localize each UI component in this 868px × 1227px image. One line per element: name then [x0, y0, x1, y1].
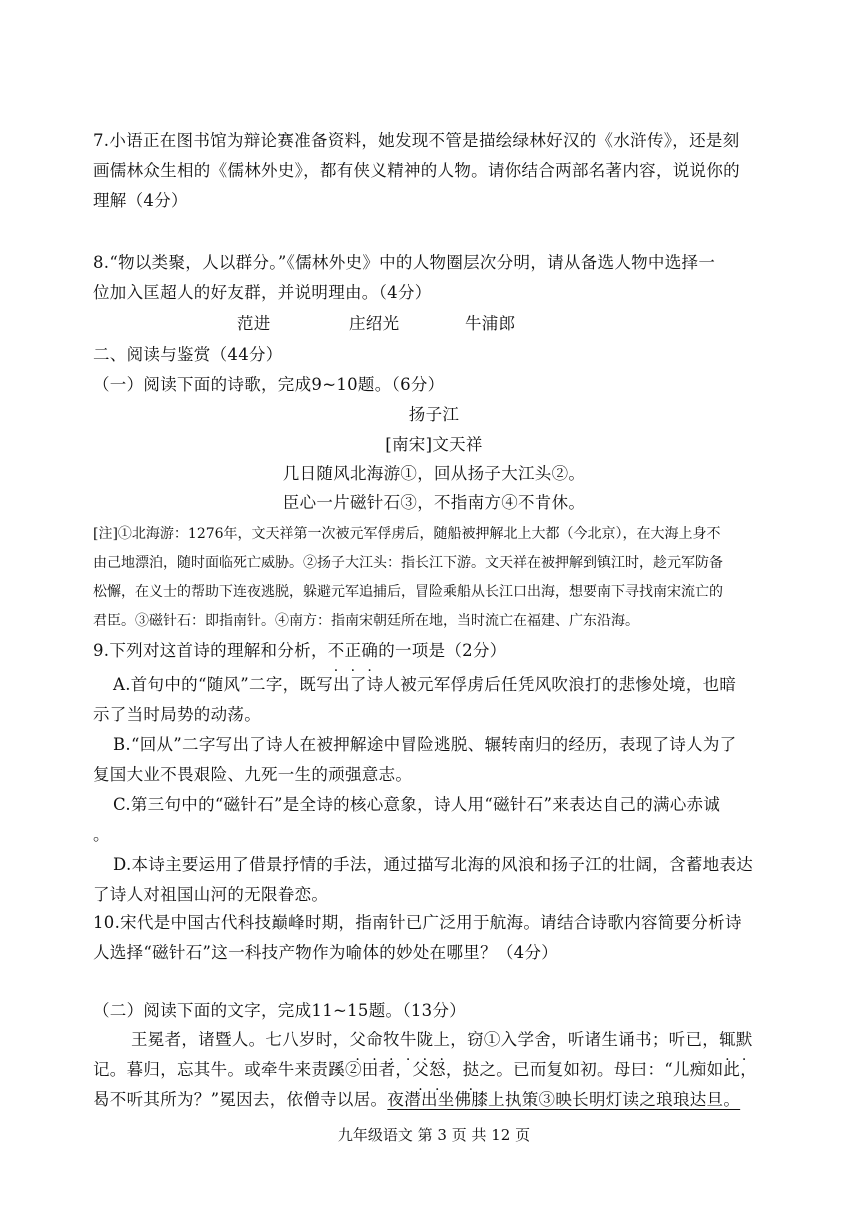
q8-line-1: 8.“物以类聚，人以群分。”《儒林外史》中的人物圈层次分明，请从备选人物中选择一: [93, 253, 716, 272]
passage-text: ，窃①入学舍，听诸生诵书；听已，: [450, 1030, 720, 1049]
q8-line-2: 位加入匡超人的好友群，并说明理由。（4分）: [93, 283, 432, 302]
passage-line-3: [93, 1089, 740, 1111]
emphasis-dot-char: 牛: [399, 1030, 417, 1049]
q9-option-b-1: B.“回从”二字写出了诗人在被押解途中冒险逃脱、辗转南归的经历，表现了诗人为了: [113, 735, 737, 754]
emphasis-dot-char: 命: [366, 1030, 384, 1049]
q9-stem-b: 的一项是（2分）: [378, 641, 507, 660]
emphasis-dot-char: 牧: [383, 1030, 400, 1049]
q9-option-d-2: 了诗人对祖国山河的无限眷恋。: [93, 885, 329, 904]
emphasis-dot-char: 父: [412, 1060, 430, 1079]
q7-line-3: 理解（4分）: [93, 191, 188, 210]
emphasis-dot-char: 默: [735, 1030, 753, 1049]
q9-stem: [93, 640, 507, 662]
passage-text: 王冕者，诸暨人。七八岁时，: [131, 1030, 350, 1049]
q8-option-1: 范进: [237, 314, 271, 333]
note-line-1: [注]①北海游：1276年，文天祥第一次被元军俘虏后，随船被押解北上大都（今北京），在大海上身不: [93, 526, 721, 542]
passage-line-1: [131, 1029, 753, 1051]
passage-text: 曷不听其所为？”冕因去，依僧寺以居。: [93, 1090, 388, 1109]
q9-option-b-2: 复国大业不畏艰险、九死一生的顽强意志。: [93, 765, 413, 784]
q8-option-3: 牛浦郎: [465, 314, 516, 333]
note-line-3: 松懈，在义士的帮助下连夜逃脱，躲避元军追捕后，冒险乘船从长江口出海，想要南下寻找南宋流亡的: [93, 584, 723, 600]
q9-option-a-2: 示了当时局势的动荡。: [93, 705, 261, 724]
q9-stem-a: 9.下列对这首诗的理解和分析，: [93, 641, 328, 660]
page-footer: 九年级语文 第 3 页 共 12 页: [337, 1126, 531, 1144]
emphasis-dot-char: 辄: [719, 1030, 736, 1049]
part-2-title: （二）阅读下面的文字，完成11~15题。（13分）: [93, 1001, 467, 1020]
emphasis-dot-char: 确: [361, 641, 379, 660]
emphasis-dot-char: 正: [344, 641, 362, 660]
emphasis-dot-char: 父: [349, 1030, 367, 1049]
emphasis-dot-char: 不: [327, 641, 345, 660]
passage-text: 记。暮归，忘其牛。或牵牛来责蹊②田者，: [93, 1060, 413, 1079]
q9-option-c-1: C.第三句中的“磁针石”是全诗的核心意象，诗人用“磁针石”来表达自己的满心赤诚: [113, 795, 721, 814]
underlined-sentence: 夜潜出坐佛膝上执策③映长明灯读之琅琅达旦。: [387, 1090, 741, 1109]
emphasis-dot-char: 挞: [462, 1060, 480, 1079]
part-1-title: （一）阅读下面的诗歌，完成9~10题。（6分）: [93, 375, 445, 394]
poem-line-2: 臣心一片磁针石③，不指南方④不肯休。: [282, 493, 586, 512]
q9-option-a-1: A.首句中的“随风”二字，既写出了诗人被元军俘虏后任凭风吹浪打的悲惨处境，也暗: [113, 675, 737, 694]
note-line-4: 君臣。③磁针石：即指南针。④南方：指南宋朝廷所在地，当时流亡在福建、广东沿海。: [93, 613, 639, 629]
q7-line-2: 画儒林众生相的《儒林外史》，都有侠义精神的人物。请你结合两部名著内容，说说你的: [93, 161, 740, 180]
q8-option-2: 庄绍光: [349, 314, 400, 333]
note-line-2: 由己地漂泊，随时面临死亡威胁。②扬子大江头：指长江下游。文天祥在被押解到镇江时，趁元军防备: [93, 555, 723, 571]
poem-author: [南宋]文天祥: [385, 435, 483, 454]
q7-line-1: 7.小语正在图书馆为辩论赛准备资料，她发现不管是描绘绿林好汉的《水浒传》，还是刻: [93, 131, 740, 150]
q9-option-d-1: D.本诗主要运用了借景抒情的手法，通过描写北海的风浪和扬子江的壮阔，含蓄地表达: [113, 855, 754, 874]
q10-line-1: 10.宋代是中国古代科技巅峰时期，指南针已广泛用于航海。请结合诗歌内容简要分析诗: [93, 913, 742, 932]
poem-title: 扬子江: [408, 405, 460, 424]
q9-option-c-2: 。: [93, 825, 110, 844]
q10-line-2: 人选择“磁针石”这一科技产物作为喻体的妙处在哪里？（4分）: [93, 943, 559, 962]
passage-text: 之。已而复如初。母曰：“儿痴如此，: [479, 1060, 757, 1079]
emphasis-dot-char: 陇: [416, 1030, 434, 1049]
emphasis-dot-char: 怒: [429, 1060, 446, 1079]
passage-line-2: [93, 1059, 757, 1081]
emphasis-dot-char: 上: [433, 1030, 451, 1049]
section-2-title: 二、阅读与鉴赏（44分）: [93, 345, 283, 364]
poem-line-1: 几日随风北海游①，回从扬子大江头②。: [282, 464, 586, 483]
passage-text: ，: [445, 1060, 463, 1079]
